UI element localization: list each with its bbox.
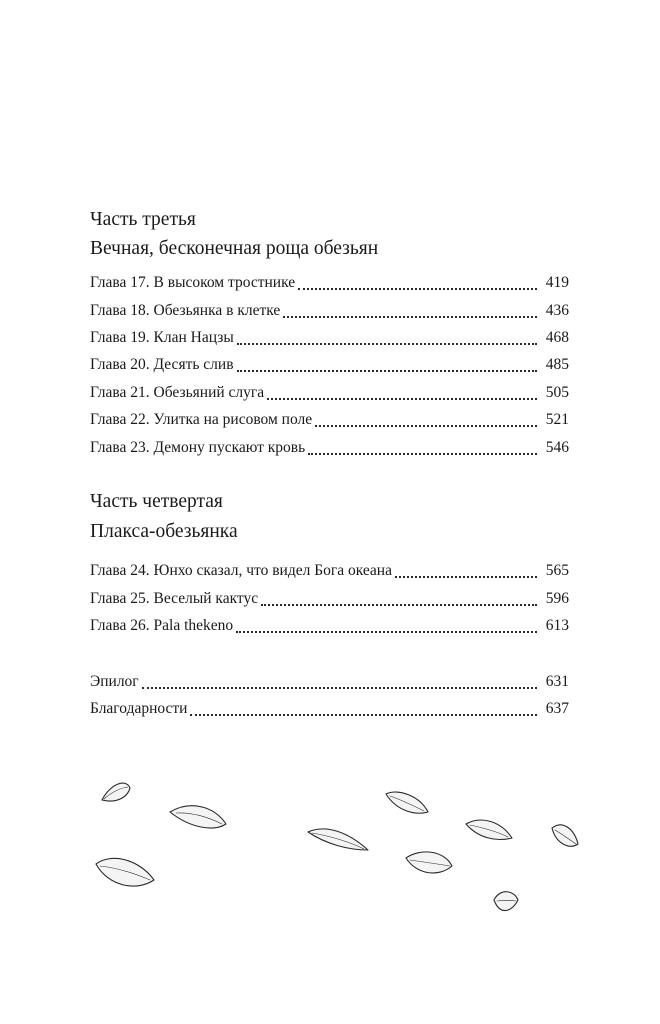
toc-entry[interactable]: [90, 274, 569, 296]
dot-leader: [237, 369, 537, 372]
petal-icon: [96, 858, 154, 886]
toc-entry-title: Глава 18. Обезьянка в клетке: [90, 302, 281, 319]
toc-entry[interactable]: [90, 411, 569, 433]
part4-title: Плакса-обезьянка: [90, 521, 238, 542]
toc-entry-title: Глава 22. Улитка на рисовом поле: [90, 411, 313, 428]
petal-icon: [406, 852, 452, 873]
toc-entry[interactable]: [90, 439, 569, 461]
falling-petals-illustration: [0, 760, 660, 960]
petal-icon: [170, 806, 226, 828]
toc-entry[interactable]: [90, 562, 569, 584]
toc-entry-title: Благодарности: [90, 700, 188, 717]
toc-entry-page: 546: [545, 439, 569, 456]
toc-entry-page: 485: [545, 356, 569, 373]
toc-entry-page: 505: [545, 384, 569, 401]
toc-entry-title: Глава 19. Клан Нацзы: [90, 329, 234, 346]
toc-entry-page: 596: [545, 590, 569, 607]
toc-entry[interactable]: [90, 384, 569, 406]
petal-icon: [552, 825, 578, 846]
dot-leader: [267, 397, 537, 400]
toc-entry-epilogue[interactable]: [90, 673, 569, 695]
toc-entry-title: Глава 26. Pala thekeno: [90, 617, 234, 634]
toc-entry-page: 565: [545, 562, 569, 579]
dot-leader: [298, 287, 537, 290]
dot-leader: [190, 713, 537, 716]
petal-icon: [308, 829, 368, 850]
toc-entry-page: 631: [545, 673, 569, 690]
toc-entry-page: 468: [545, 329, 569, 346]
toc-entry[interactable]: [90, 356, 569, 378]
dot-leader: [261, 603, 537, 606]
petal-icon: [466, 820, 512, 839]
toc-entry-title: Глава 23. Демону пускают кровь: [90, 439, 306, 456]
dot-leader: [236, 630, 537, 633]
dot-leader: [237, 342, 537, 345]
toc-entry-title: Глава 25. Веселый кактус: [90, 590, 259, 607]
toc-entry-page: 637: [545, 700, 569, 717]
toc-entry-title: Глава 21. Обезьяний слуга: [90, 384, 265, 401]
dot-leader: [308, 452, 537, 455]
toc-entry-acknowledgements[interactable]: [90, 700, 569, 722]
toc-entry-page: 613: [545, 617, 569, 634]
petal-icon: [102, 783, 130, 801]
toc-entry-title: Глава 17. В высоком тростнике: [90, 274, 296, 291]
part4-label: Часть четвертая: [90, 491, 223, 512]
toc-entry-title: Глава 24. Юнхо сказал, что видел Бога океана: [90, 562, 392, 579]
toc-entry[interactable]: [90, 329, 569, 351]
dot-leader: [315, 424, 537, 427]
toc-entry-page: 419: [545, 274, 569, 291]
part3-label: Часть третья: [90, 209, 196, 230]
toc-entry[interactable]: [90, 590, 569, 612]
toc-entry[interactable]: [90, 302, 569, 324]
toc-entry-page: 521: [545, 411, 569, 428]
toc-entry[interactable]: [90, 617, 569, 639]
toc-entry-title: Глава 20. Десять слив: [90, 356, 234, 373]
part3-title: Вечная, бесконечная роща обезьян: [90, 238, 379, 259]
dot-leader: [283, 315, 537, 318]
toc-entry-title: Эпилог: [90, 673, 139, 690]
petal-icon: [494, 892, 518, 911]
dot-leader: [395, 575, 537, 578]
petal-icon: [386, 792, 428, 813]
toc-entry-page: 436: [545, 302, 569, 319]
dot-leader: [142, 686, 537, 689]
